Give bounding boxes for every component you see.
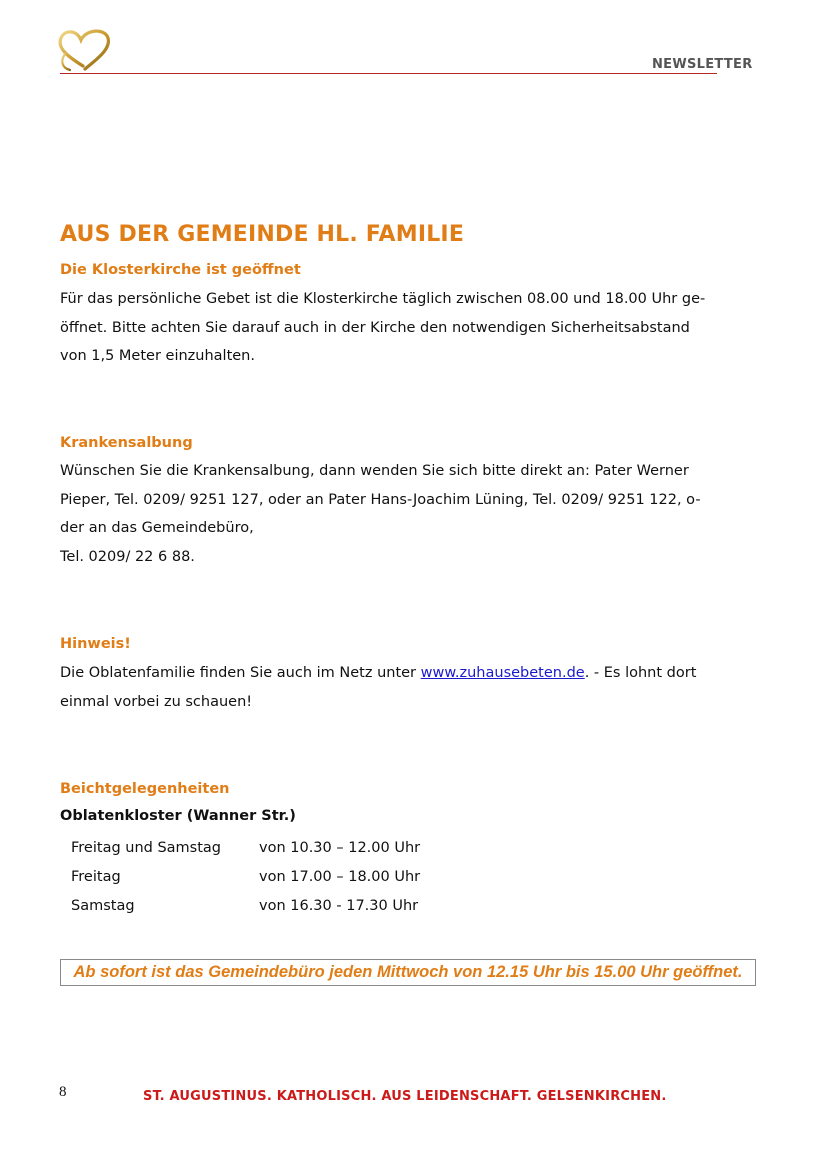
section-body-klosterkirche <box>60 285 760 371</box>
body-text: . - Es lohnt dort <box>584 665 697 681</box>
hours-day: Freitag <box>71 869 121 885</box>
hours-day: Samstag <box>71 898 135 914</box>
golden-heart-icon <box>53 26 113 74</box>
body-line: von 1,5 Meter einzuhalten. <box>60 348 255 364</box>
body-line: öffnet. Bitte achten Sie darauf auch in der Kirche den notwendigen Sicherheitsabstand <box>60 319 690 336</box>
hours-time: von 10.30 – 12.00 Uhr <box>259 840 421 856</box>
hours-row <box>71 863 420 892</box>
hours-row <box>71 834 420 863</box>
section-title-hinweis: Hinweis! <box>60 636 131 652</box>
body-line <box>60 659 760 688</box>
body-line: Pieper, Tel. 0209/ 9251 127, oder an Pater Hans-Joachim Lüning, Tel. 0209/ 9251 122, o- <box>60 491 701 508</box>
body-text: Die Oblatenfamilie finden Sie auch im Netz unter <box>60 665 421 681</box>
confession-hours-table <box>71 834 420 921</box>
body-line: Für das persönliche Gebet ist die Klosterkirche täglich zwischen 08.00 und 18.00 Uhr ge- <box>60 291 706 307</box>
section-body-krankensalbung <box>60 457 760 571</box>
hours-row <box>71 892 420 921</box>
newsletter-label: NEWSLETTER <box>652 57 753 72</box>
section-body-hinweis <box>60 659 760 716</box>
hours-time: von 17.00 – 18.00 Uhr <box>259 869 421 885</box>
section-title-krankensalbung: Krankensalbung <box>60 435 193 451</box>
hours-time: von 16.30 - 17.30 Uhr <box>259 898 419 914</box>
website-link[interactable]: www.zuhausebeten.de <box>420 665 585 681</box>
footer-slogan: ST. AUGUSTINUS. KATHOLISCH. AUS LEIDENSCHAFT. GELSENKIRCHEN. <box>143 1089 667 1104</box>
body-line: einmal vorbei zu schauen! <box>60 693 253 710</box>
body-line: der an das Gemeindebüro, <box>60 520 254 536</box>
location-subheading: Oblatenkloster (Wanner Str.) <box>60 808 296 824</box>
section-title-klosterkirche: Die Klosterkirche ist geöffnet <box>60 262 301 278</box>
body-line: Tel. 0209/ 22 6 88. <box>60 548 195 565</box>
section-title-beichte: Beichtgelegenheiten <box>60 781 230 797</box>
header-rule <box>60 73 717 74</box>
page-title: AUS DER GEMEINDE HL. FAMILIE <box>60 222 465 247</box>
body-line: Wünschen Sie die Krankensalbung, dann wenden Sie sich bitte direkt an: Pater Werner <box>60 463 689 479</box>
office-hours-notice: Ab sofort ist das Gemeindebüro jeden Mittwoch von 12.15 Uhr bis 15.00 Uhr geöffnet. <box>60 959 756 986</box>
page-number: 8 <box>59 1084 67 1100</box>
hours-day: Freitag und Samstag <box>71 840 221 856</box>
